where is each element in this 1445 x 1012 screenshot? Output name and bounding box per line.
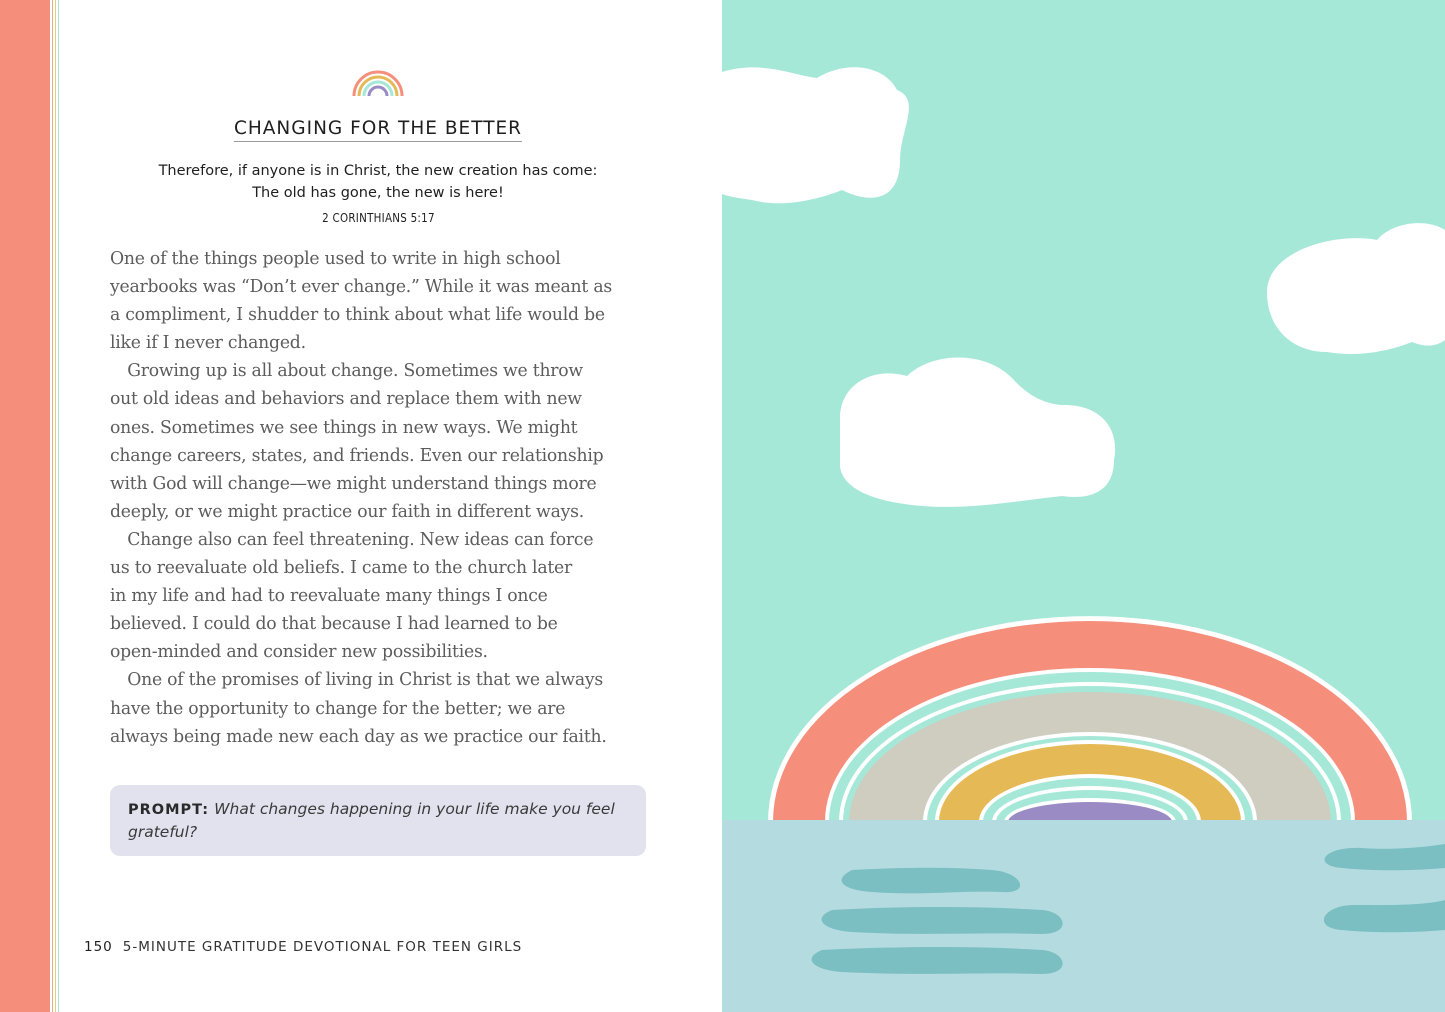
body-line: have the opportunity to change for the better; we are [110,697,566,719]
body-line: deeply, or we might practice our faith in different ways. [110,500,584,522]
body-line: like if I never changed. [110,332,306,354]
body-line: change careers, states, and friends. Even our relationship [110,444,604,466]
verse-line: The old has gone, the new is here! [252,185,504,201]
left-page [60,0,722,1012]
body-line: out old ideas and behaviors and replace them with new [110,388,582,410]
body-line: open-minded and consider new possibilities. [110,641,488,663]
prompt-label: PROMPT: [128,802,210,818]
scripture-verse [60,160,696,204]
body-line: yearbooks was “Don’t ever change.” While it was meant as [110,276,612,298]
spine-rule [52,0,53,1012]
body-line: One of the things people used to write in high school [110,248,561,269]
prompt-text: What changes happening in your life make you feel grateful? [128,800,615,841]
body-line: a compliment, I shudder to think about what life would be [110,304,605,326]
body-line: Change also can feel threatening. New ideas can force [127,528,594,550]
rainbow-sea-illustration [722,0,1445,1012]
verse-line: Therefore, if anyone is in Christ, the new creation has come: [158,163,598,179]
prompt-box [110,785,646,856]
book-title: 5-MINUTE GRATITUDE DEVOTIONAL FOR TEEN GIRLS [122,939,523,955]
spine-rule [58,0,59,1012]
body-line: ones. Sometimes we see things in new ways. We might [110,416,578,438]
body-line: with God will change—we might understand things more [110,472,597,494]
right-page-illustration [722,0,1445,1012]
page-title: CHANGING FOR THE BETTER [60,118,696,142]
body-line: Growing up is all about change. Sometimes we throw [127,360,583,382]
body-line: One of the promises of living in Christ is that we always [127,669,603,691]
spine-band [0,0,50,1012]
verse-reference: 2 CORINTHIANS 5:17 [321,211,435,225]
spine-rule [55,0,56,1012]
body-line: us to reevaluate old beliefs. I came to the church later [110,557,573,579]
page-footer [84,939,522,955]
rainbow-icon [350,66,406,98]
body-line: always being made new each day as we practice our faith. [110,725,607,747]
body-line: believed. I could do that because I had learned to be [110,613,558,635]
page-number: 150 [84,939,113,955]
cloud-top-left [722,67,909,203]
body-line: in my life and had to reevaluate many things I once [110,585,548,607]
devotional-body [110,245,670,751]
